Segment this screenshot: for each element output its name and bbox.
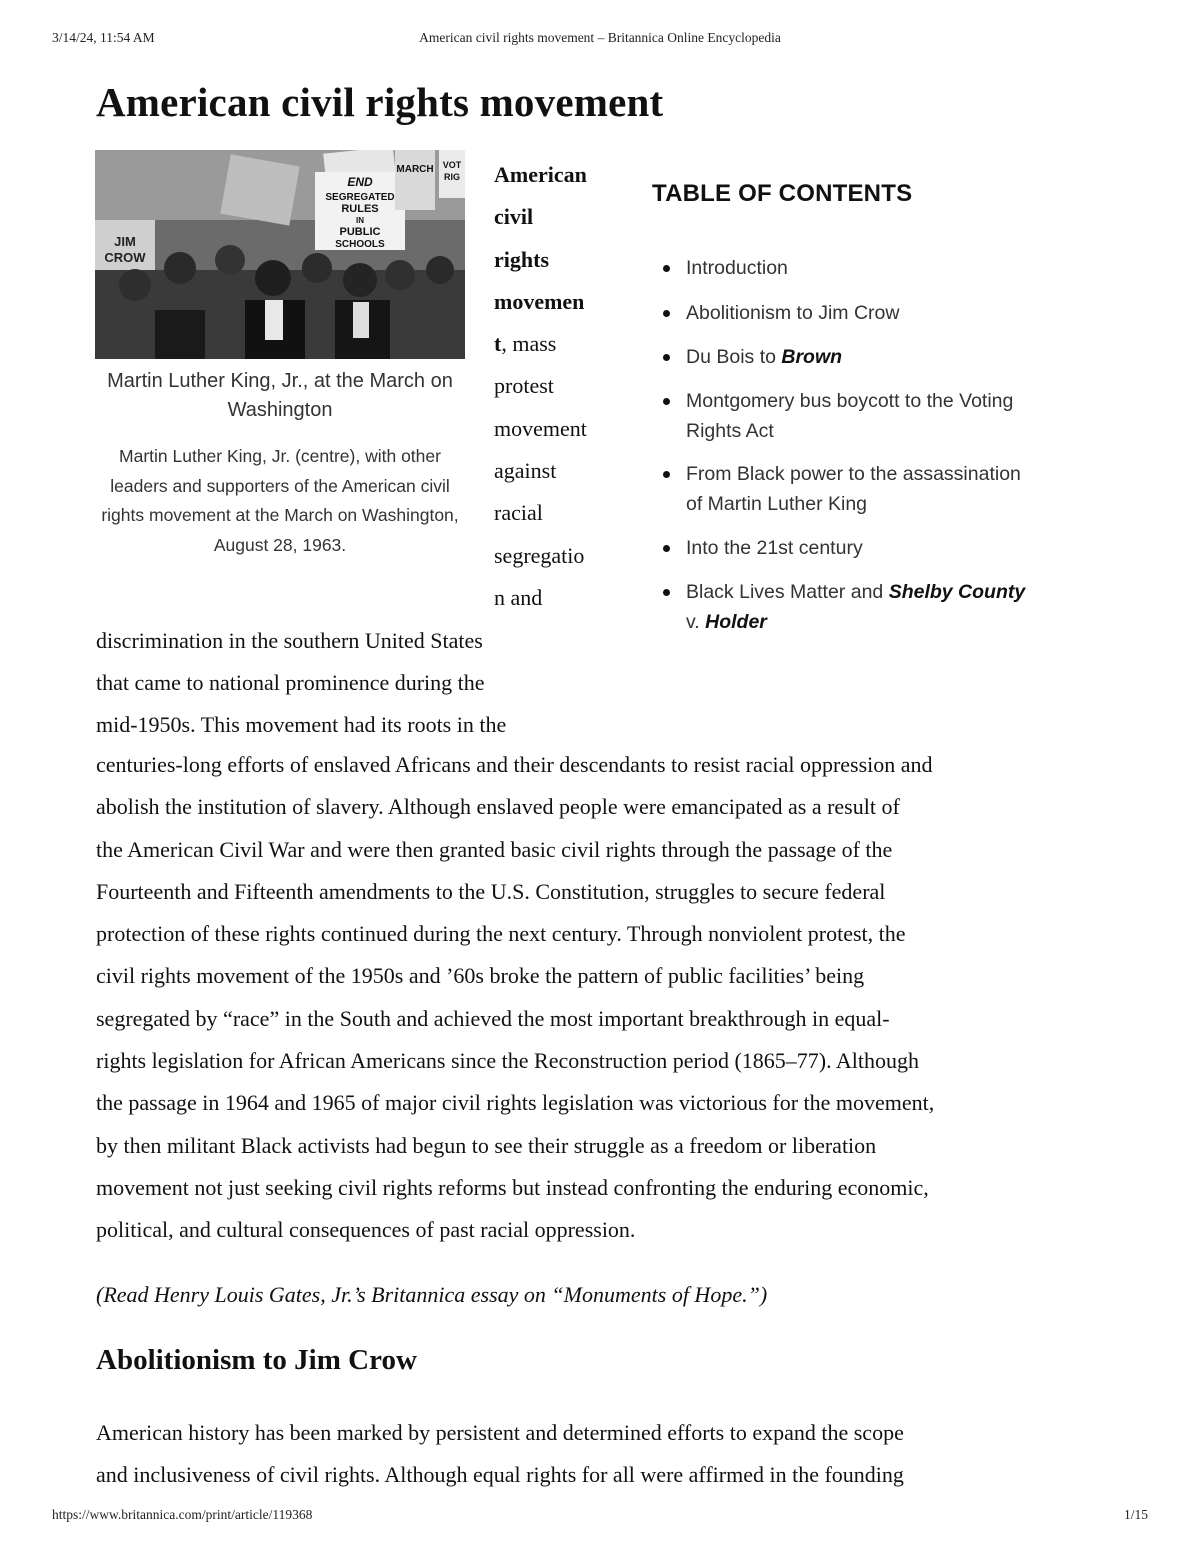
intro-word: n and: [494, 584, 543, 610]
bullet-icon: [663, 398, 670, 405]
bullet-icon: [663, 471, 670, 478]
body-line: segregated by “race” in the South and achieved the most important breakthrough in equal-: [96, 1005, 890, 1031]
figure-caption: Martin Luther King, Jr. (centre), with other leaders and supporters of the American civil rights movement at the March on Washington, August 28, 1963.: [101, 446, 459, 555]
figure-title: Martin Luther King, Jr., at the March on Washington: [107, 370, 453, 421]
body-line: Fourteenth and Fifteenth amendments to the U.S. Constitution, struggles to secure federal: [96, 878, 886, 904]
body-line: that came to national prominence during the: [96, 670, 485, 695]
sign-word: PUBLIC: [339, 226, 381, 238]
intro-word: movement: [494, 415, 587, 441]
intro-word: segregatio: [494, 542, 585, 568]
intro-word: protest: [494, 373, 554, 399]
bullet-icon: [663, 545, 670, 552]
sign-word: SEGREGATED: [325, 192, 395, 203]
toc-title: TABLE OF CONTENTS: [652, 180, 913, 207]
toc-item-emphasis: Brown: [781, 346, 843, 368]
body-line: American history has been marked by persistent and determined efforts to expand the scope: [96, 1420, 904, 1445]
body-line: mid-1950s. This movement had its roots in the: [96, 712, 507, 737]
toc-item-black-power[interactable]: [686, 459, 1086, 519]
body-line: civil rights movement of the 1950s and ’60s broke the pattern of public facilities’ being: [96, 963, 865, 989]
intro-word: rights: [494, 246, 549, 272]
intro-line: [494, 323, 614, 365]
read-more-link[interactable]: (Read Henry Louis Gates, Jr.’s Britannica essay on “Monuments of Hope.”): [96, 1282, 768, 1307]
toc-item-label: Introduction: [686, 257, 788, 279]
intro-word: t: [494, 331, 502, 357]
toc-item-abolitionism[interactable]: [686, 298, 1086, 328]
body-line: discrimination in the southern United States: [96, 628, 483, 653]
sign-word: CROW: [104, 250, 146, 265]
toc-item-du-bois[interactable]: [686, 342, 1086, 372]
toc-item-label: Black Lives Matter and: [686, 581, 889, 603]
toc-item-21st-century[interactable]: [686, 533, 1086, 563]
body-line: the American Civil War and were then granted basic civil rights through the passage of the: [96, 836, 893, 862]
print-footer-page: 1/15: [1123, 1507, 1148, 1522]
toc-item-label: v.: [686, 611, 706, 633]
toc-item-label: Rights Act: [686, 420, 774, 442]
toc-item-label: From Black power to the assassination: [686, 463, 1021, 485]
toc-item-emphasis: Shelby County: [888, 581, 1026, 603]
body-line: rights legislation for African Americans since the Reconstruction period (1865–77). Although: [96, 1048, 919, 1074]
body-line: political, and cultural consequences of past racial oppression.: [96, 1217, 636, 1243]
sign-word: IN: [356, 216, 364, 225]
sign-word: RULES: [341, 203, 379, 215]
body-line: movement not just seeking civil rights reforms but instead confronting the enduring economic,: [96, 1174, 929, 1200]
print-header-datetime: 3/14/24, 11:54 AM: [52, 30, 155, 45]
sign-word: JIM: [114, 234, 136, 249]
toc-item-black-lives-matter[interactable]: [686, 577, 1086, 637]
print-footer-url: https://www.britannica.com/print/article/119368: [52, 1507, 313, 1522]
toc-item-introduction[interactable]: [686, 253, 1086, 283]
print-header-title: American civil rights movement – Britannica Online Encyclopedia: [419, 30, 781, 45]
sign-word: SCHOOLS: [335, 239, 385, 250]
section-paragraph: [96, 1412, 1116, 1497]
sign-word: END: [347, 175, 373, 189]
body-line: protection of these rights continued during the next century. Through nonviolent protest, the: [96, 921, 906, 947]
sign-word: MARCH: [396, 164, 434, 175]
toc-item-label: Montgomery bus boycott to the Voting: [686, 390, 1014, 412]
article-title: American civil rights movement: [96, 79, 664, 125]
body-line: the passage in 1964 and 1965 of major civil rights legislation was victorious for the movement,: [96, 1090, 935, 1116]
bullet-icon: [663, 589, 670, 596]
sign-word: RIG: [443, 172, 461, 182]
section-heading: Abolitionism to Jim Crow: [96, 1344, 417, 1376]
body-line: and inclusiveness of civil rights. Although equal rights for all were affirmed in the founding: [96, 1462, 904, 1488]
toc-item-label: Du Bois to: [686, 346, 782, 368]
table-of-contents: [652, 180, 1122, 633]
toc-item-emphasis: Holder: [705, 611, 767, 633]
intro-word: American: [494, 162, 587, 187]
intro-word: movemen: [494, 288, 585, 314]
body-line: centuries-long efforts of enslaved Africans and their descendants to resist racial oppression and: [96, 752, 933, 777]
toc-item-montgomery[interactable]: [686, 386, 1086, 446]
body-line: abolish the institution of slavery. Although enslaved people were emancipated as a result of: [96, 794, 900, 820]
intro-word: civil: [494, 204, 534, 230]
toc-item-label: Into the 21st century: [686, 537, 863, 559]
march-on-washington-photo[interactable]: [95, 150, 465, 359]
intro-word: , mass: [501, 331, 557, 357]
intro-narrow-column: [494, 154, 614, 619]
intro-wrap-lines: [96, 620, 636, 746]
intro-word: against: [494, 458, 557, 484]
body-line: by then militant Black activists had begun to see their struggle as a freedom or liberation: [96, 1132, 877, 1158]
toc-item-label: Abolitionism to Jim Crow: [686, 302, 900, 324]
intro-word: racial: [494, 500, 543, 526]
bullet-icon: [663, 354, 670, 361]
bullet-icon: [663, 265, 670, 272]
article-figure: [95, 150, 465, 560]
sign-word: VOT: [442, 160, 462, 170]
bullet-icon: [663, 310, 670, 317]
toc-item-label: of Martin Luther King: [686, 493, 868, 515]
intro-paragraph: [96, 744, 1116, 1252]
